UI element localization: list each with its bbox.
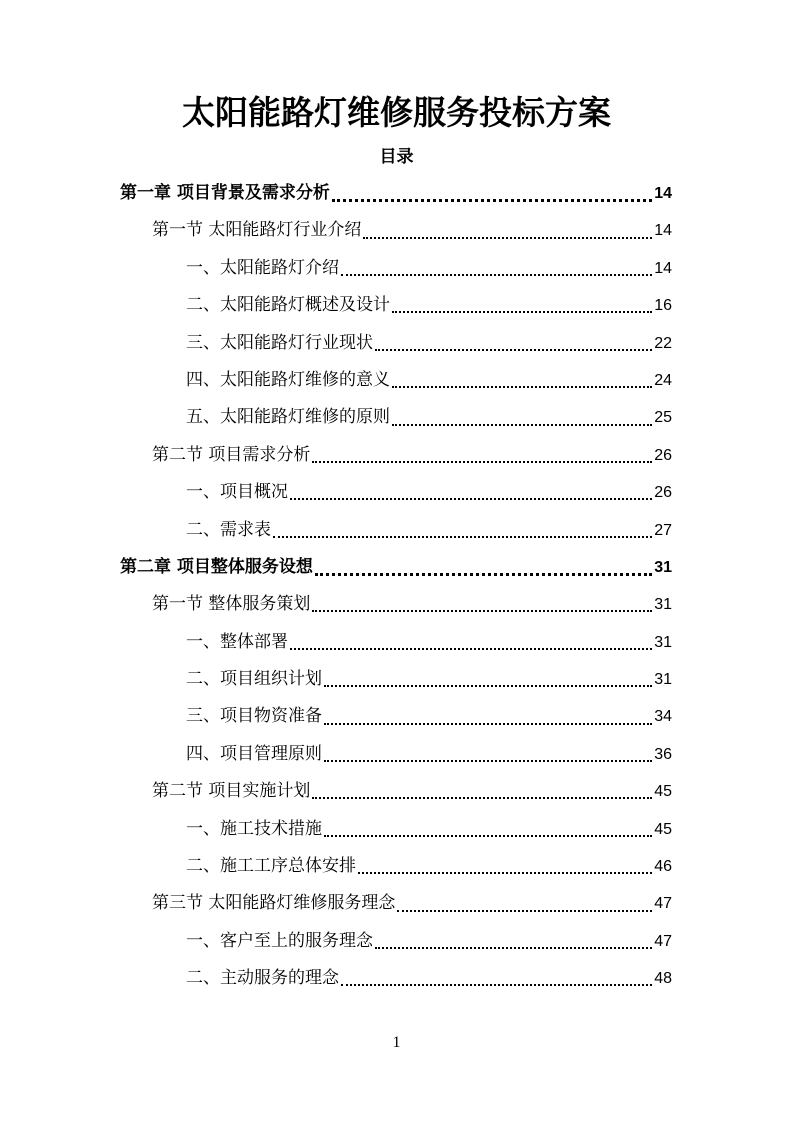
toc-entry-label: 第二节 项目实施计划 xyxy=(152,781,311,802)
toc-section-entry[interactable] xyxy=(0,212,793,249)
toc-subsection-entry[interactable] xyxy=(0,325,793,362)
toc-entry-label: 一、施工技术措施 xyxy=(186,818,322,839)
toc-subsection-entry[interactable] xyxy=(0,848,793,885)
toc-dot-leader xyxy=(341,983,652,986)
toc-entry-page: 47 xyxy=(654,895,672,913)
toc-dot-leader xyxy=(324,834,652,837)
toc-entry-page: 31 xyxy=(654,671,672,689)
toc-entry-label: 一、整体部署 xyxy=(186,631,288,652)
toc-entry-page: 22 xyxy=(654,334,672,352)
toc-entry-page: 27 xyxy=(654,521,672,539)
toc-entry-label: 三、太阳能路灯行业现状 xyxy=(186,332,373,353)
toc-dot-leader xyxy=(392,310,652,313)
toc-dot-leader xyxy=(392,423,652,426)
toc-entry-label: 第三节 太阳能路灯维修服务理念 xyxy=(152,893,396,914)
toc-entry-label: 二、项目组织计划 xyxy=(186,669,322,690)
toc-dot-leader xyxy=(312,796,652,799)
toc-entry-label: 第一章 项目背景及需求分析 xyxy=(120,183,330,203)
toc-entry-label: 二、太阳能路灯概述及设计 xyxy=(186,295,390,316)
toc-entry-label: 二、需求表 xyxy=(186,519,271,540)
toc-entry-label: 一、客户至上的服务理念 xyxy=(186,930,373,951)
toc-entry-label: 四、太阳能路灯维修的意义 xyxy=(186,369,390,390)
toc-dot-leader xyxy=(324,722,652,725)
toc-dot-leader xyxy=(332,198,652,202)
toc-dot-leader xyxy=(273,535,652,538)
page-number: 1 xyxy=(392,1034,401,1051)
toc-entry-label: 第二章 项目整体服务设想 xyxy=(120,556,313,577)
toc-dot-leader xyxy=(341,273,652,276)
toc-entry-label: 第一节 整体服务策划 xyxy=(152,594,311,615)
toc-subsection-entry[interactable] xyxy=(0,250,793,287)
toc-dot-leader xyxy=(392,385,652,388)
table-of-contents xyxy=(0,175,793,998)
toc-entry-page: 26 xyxy=(654,484,672,502)
toc-entry-label: 第二节 项目需求分析 xyxy=(152,444,311,465)
toc-subsection-entry[interactable] xyxy=(0,624,793,661)
toc-section-entry[interactable] xyxy=(0,437,793,474)
toc-entry-page: 14 xyxy=(654,185,672,202)
toc-entry-label: 三、项目物资准备 xyxy=(186,706,322,727)
toc-entry-page: 16 xyxy=(654,297,672,315)
toc-entry-page: 26 xyxy=(654,446,672,464)
toc-entry-label: 第一节 太阳能路灯行业介绍 xyxy=(152,220,362,241)
toc-entry-page: 47 xyxy=(654,932,672,950)
toc-chapter-entry[interactable] xyxy=(0,549,793,586)
toc-entry-label: 四、项目管理原则 xyxy=(186,743,322,764)
toc-entry-page: 46 xyxy=(654,858,672,876)
toc-entry-page: 14 xyxy=(654,222,672,240)
toc-heading: 目录 xyxy=(379,147,414,167)
toc-subsection-entry[interactable] xyxy=(0,923,793,960)
toc-dot-leader xyxy=(290,497,652,500)
toc-subsection-entry[interactable] xyxy=(0,287,793,324)
toc-entry-label: 一、太阳能路灯介绍 xyxy=(186,257,339,278)
toc-subsection-entry[interactable] xyxy=(0,512,793,549)
toc-subsection-entry[interactable] xyxy=(0,698,793,735)
toc-subsection-entry[interactable] xyxy=(0,399,793,436)
toc-dot-leader xyxy=(363,236,652,239)
toc-subsection-entry[interactable] xyxy=(0,661,793,698)
toc-entry-page: 25 xyxy=(654,409,672,427)
toc-subsection-entry[interactable] xyxy=(0,474,793,511)
toc-subsection-entry[interactable] xyxy=(0,811,793,848)
toc-entry-page: 36 xyxy=(654,745,672,763)
toc-entry-page: 34 xyxy=(654,708,672,726)
toc-dot-leader xyxy=(312,460,652,463)
toc-dot-leader xyxy=(375,348,652,351)
toc-entry-label: 一、项目概况 xyxy=(186,482,288,503)
toc-section-entry[interactable] xyxy=(0,885,793,922)
toc-entry-label: 二、施工工序总体安排 xyxy=(186,856,356,877)
toc-chapter-entry[interactable] xyxy=(0,175,793,212)
toc-entry-page: 48 xyxy=(654,970,672,988)
toc-entry-label: 二、主动服务的理念 xyxy=(186,968,339,989)
toc-dot-leader xyxy=(315,572,652,576)
toc-subsection-entry[interactable] xyxy=(0,736,793,773)
toc-dot-leader xyxy=(324,759,652,762)
toc-dot-leader xyxy=(324,684,652,687)
toc-section-entry[interactable] xyxy=(0,773,793,810)
toc-dot-leader xyxy=(397,909,652,912)
toc-dot-leader xyxy=(290,647,652,650)
toc-entry-page: 31 xyxy=(654,558,672,576)
toc-section-entry[interactable] xyxy=(0,586,793,623)
toc-subsection-entry[interactable] xyxy=(0,960,793,997)
toc-entry-label: 五、太阳能路灯维修的原则 xyxy=(186,407,390,428)
document-title: 太阳能路灯维修服务投标方案 xyxy=(182,93,611,132)
toc-entry-page: 14 xyxy=(654,259,672,277)
toc-subsection-entry[interactable] xyxy=(0,362,793,399)
toc-dot-leader xyxy=(358,871,652,874)
toc-entry-page: 45 xyxy=(654,820,672,838)
toc-dot-leader xyxy=(375,946,652,949)
toc-entry-page: 31 xyxy=(654,596,672,614)
toc-dot-leader xyxy=(312,609,652,612)
toc-entry-page: 45 xyxy=(654,783,672,801)
toc-entry-page: 31 xyxy=(654,633,672,651)
toc-entry-page: 24 xyxy=(654,371,672,389)
